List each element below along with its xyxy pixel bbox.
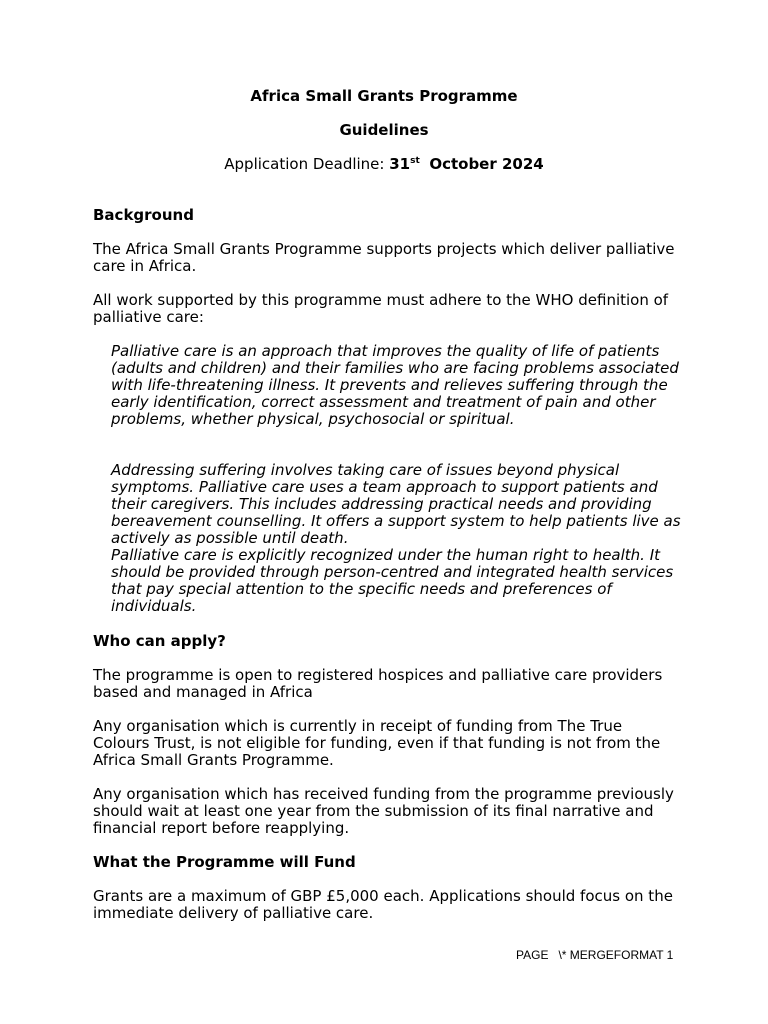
deadline-day: 31st — [389, 155, 420, 173]
deadline-label: Application Deadline: — [224, 155, 390, 173]
background-paragraph-2: All work supported by this programme must adhere to the WHO definition of palliative care: — [93, 291, 669, 326]
document-title: Africa Small Grants Programme — [250, 87, 518, 105]
background-heading: Background — [93, 206, 194, 224]
application-deadline — [0, 156, 768, 173]
who-definition-quote-2: Addressing suffering involves taking care of issues beyond physical symptoms. Palliative care uses a team approach to support patients and their caregivers. This includes addressing practical needs and providing bereavement counselling. It offers a support system to help patients live as actively as possible until death. — [111, 461, 681, 547]
document-subtitle: Guidelines — [339, 121, 429, 139]
who-can-apply-paragraph-3: Any organisation which has received funding from the programme previously should wait at least one year from the submission of its final narrative and financial report before reapplying. — [93, 785, 674, 837]
deadline-month-year: October 2024 — [429, 155, 544, 173]
who-can-apply-heading: Who can apply? — [93, 632, 226, 650]
page-footer: PAGE \* MERGEFORMAT 1 — [516, 948, 674, 962]
who-can-apply-paragraph-1: The programme is open to registered hospices and palliative care providers based and managed in Africa — [93, 666, 663, 701]
who-definition-quote-1: Palliative care is an approach that improves the quality of life of patients (adults and children) and their families who are facing problems associated with life-threatening illness. It prevents and relieves suffering through the early identification, correct assessment and treatment of pain and other problems, whether physical, psychosocial or spiritual. — [111, 342, 679, 428]
background-paragraph-1: The Africa Small Grants Programme supports projects which deliver palliative care in Africa. — [93, 240, 675, 275]
what-will-fund-paragraph-1: Grants are a maximum of GBP £5,000 each. Applications should focus on the immediate delivery of palliative care. — [93, 887, 673, 922]
who-definition-quote-3: Palliative care is explicitly recognized under the human right to health. It should be provided through person-centred and integrated health services that pay special attention to the specific needs and preferences of individuals. — [111, 546, 674, 615]
who-can-apply-paragraph-2: Any organisation which is currently in receipt of funding from The True Colours Trust, is not eligible for funding, even if that funding is not from the Africa Small Grants Programme. — [93, 717, 661, 769]
what-will-fund-heading: What the Programme will Fund — [93, 853, 356, 871]
